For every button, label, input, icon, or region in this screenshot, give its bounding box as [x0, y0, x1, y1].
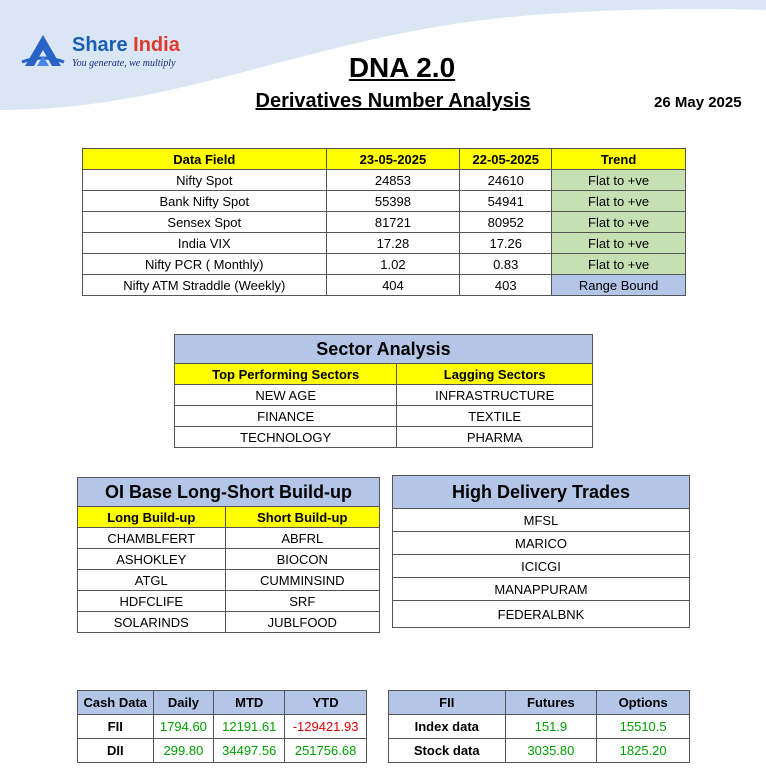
trend-cell: Flat to +ve [552, 191, 686, 212]
row-label: FII [78, 715, 154, 739]
brand-tagline: You generate, we multiply [72, 58, 176, 69]
column-header: Top Performing Sectors [175, 364, 397, 385]
column-header: Lagging Sectors [397, 364, 593, 385]
table-row [78, 528, 380, 549]
value-cell: 3035.80 [505, 739, 597, 763]
delivery-stock-cell: MFSL [393, 509, 690, 532]
column-header: Data Field [83, 149, 327, 170]
lagging-sector-cell: INFRASTRUCTURE [397, 385, 593, 406]
table-row [83, 212, 686, 233]
lagging-sector-cell: TEXTILE [397, 406, 593, 427]
report-date: 26 May 2025 [654, 94, 742, 111]
table-row [78, 570, 380, 591]
value-cell: 34497.56 [214, 739, 285, 763]
table-row [78, 739, 367, 763]
column-header: Long Build-up [78, 507, 226, 528]
value-cell: 0.83 [460, 254, 552, 275]
long-buildup-cell: ASHOKLEY [78, 549, 226, 570]
table-row [78, 549, 380, 570]
long-buildup-cell: HDFCLIFE [78, 591, 226, 612]
short-buildup-cell: SRF [225, 591, 379, 612]
trend-cell: Flat to +ve [552, 233, 686, 254]
value-cell: 151.9 [505, 715, 597, 739]
column-header: 23-05-2025 [326, 149, 460, 170]
trend-cell: Flat to +ve [552, 212, 686, 233]
trend-cell: Range Bound [552, 275, 686, 296]
row-label: DII [78, 739, 154, 763]
overview-table [82, 148, 686, 296]
list-item [393, 578, 690, 601]
short-buildup-cell: JUBLFOOD [225, 612, 379, 633]
lagging-sector-cell: PHARMA [397, 427, 593, 448]
row-label: Stock data [389, 739, 506, 763]
column-header: Options [597, 691, 690, 715]
short-buildup-cell: CUMMINSIND [225, 570, 379, 591]
delivery-stock-cell: MANAPPURAM [393, 578, 690, 601]
column-header: FII [389, 691, 506, 715]
value-cell: 404 [326, 275, 460, 296]
fii-header-row [389, 691, 690, 715]
table-row [83, 191, 686, 212]
value-cell: 1825.20 [597, 739, 690, 763]
table-row [175, 385, 593, 406]
table-row [78, 715, 367, 739]
column-header: Short Build-up [225, 507, 379, 528]
table-row [83, 233, 686, 254]
table-row [175, 427, 593, 448]
high-delivery-table [392, 475, 690, 628]
column-header: MTD [214, 691, 285, 715]
brand-name: Share India [72, 34, 180, 56]
short-buildup-cell: BIOCON [225, 549, 379, 570]
table-row [83, 275, 686, 296]
value-cell: 81721 [326, 212, 460, 233]
value-cell: 17.26 [460, 233, 552, 254]
list-item [393, 555, 690, 578]
table-row [175, 406, 593, 427]
high-delivery-title: High Delivery Trades [393, 476, 690, 509]
row-label: Index data [389, 715, 506, 739]
oi-buildup-table [77, 477, 380, 633]
top-sector-cell: NEW AGE [175, 385, 397, 406]
page-title: DNA 2.0 [348, 52, 456, 83]
field-cell: Nifty PCR ( Monthly) [83, 254, 327, 275]
list-item [393, 509, 690, 532]
long-buildup-cell: SOLARINDS [78, 612, 226, 633]
table-row [389, 739, 690, 763]
value-cell: 12191.61 [214, 715, 285, 739]
value-cell: 251756.68 [285, 739, 367, 763]
cash-header-row [78, 691, 367, 715]
value-cell: 54941 [460, 191, 552, 212]
value-cell: 80952 [460, 212, 552, 233]
column-header: 22-05-2025 [460, 149, 552, 170]
value-cell: 403 [460, 275, 552, 296]
table-row [78, 591, 380, 612]
value-cell: 24610 [460, 170, 552, 191]
sector-analysis-table [174, 334, 593, 448]
overview-header-row [83, 149, 686, 170]
long-buildup-cell: ATGL [78, 570, 226, 591]
short-buildup-cell: ABFRL [225, 528, 379, 549]
delivery-stock-cell: FEDERALBNK [393, 601, 690, 628]
value-cell: 1794.60 [153, 715, 214, 739]
column-header: Trend [552, 149, 686, 170]
value-cell: 55398 [326, 191, 460, 212]
top-sector-cell: TECHNOLOGY [175, 427, 397, 448]
field-cell: Bank Nifty Spot [83, 191, 327, 212]
list-item [393, 601, 690, 628]
list-item [393, 532, 690, 555]
table-row [389, 715, 690, 739]
field-cell: India VIX [83, 233, 327, 254]
table-row [78, 612, 380, 633]
delivery-stock-cell: ICICGI [393, 555, 690, 578]
field-cell: Sensex Spot [83, 212, 327, 233]
value-cell: 17.28 [326, 233, 460, 254]
field-cell: Nifty ATM Straddle (Weekly) [83, 275, 327, 296]
column-header: YTD [285, 691, 367, 715]
column-header: Daily [153, 691, 214, 715]
table-row [83, 170, 686, 191]
oi-buildup-title: OI Base Long-Short Build-up [78, 478, 380, 507]
column-header: Futures [505, 691, 597, 715]
page-subtitle: Derivatives Number Analysis [255, 90, 531, 112]
value-cell: 299.80 [153, 739, 214, 763]
trend-cell: Flat to +ve [552, 170, 686, 191]
fii-data-table [388, 690, 690, 763]
table-row [83, 254, 686, 275]
value-cell: -129421.93 [285, 715, 367, 739]
trend-cell: Flat to +ve [552, 254, 686, 275]
cash-data-table [77, 690, 367, 763]
column-header: Cash Data [78, 691, 154, 715]
value-cell: 24853 [326, 170, 460, 191]
value-cell: 1.02 [326, 254, 460, 275]
value-cell: 15510.5 [597, 715, 690, 739]
long-buildup-cell: CHAMBLFERT [78, 528, 226, 549]
top-sector-cell: FINANCE [175, 406, 397, 427]
sector-analysis-title: Sector Analysis [175, 335, 593, 364]
field-cell: Nifty Spot [83, 170, 327, 191]
delivery-stock-cell: MARICO [393, 532, 690, 555]
